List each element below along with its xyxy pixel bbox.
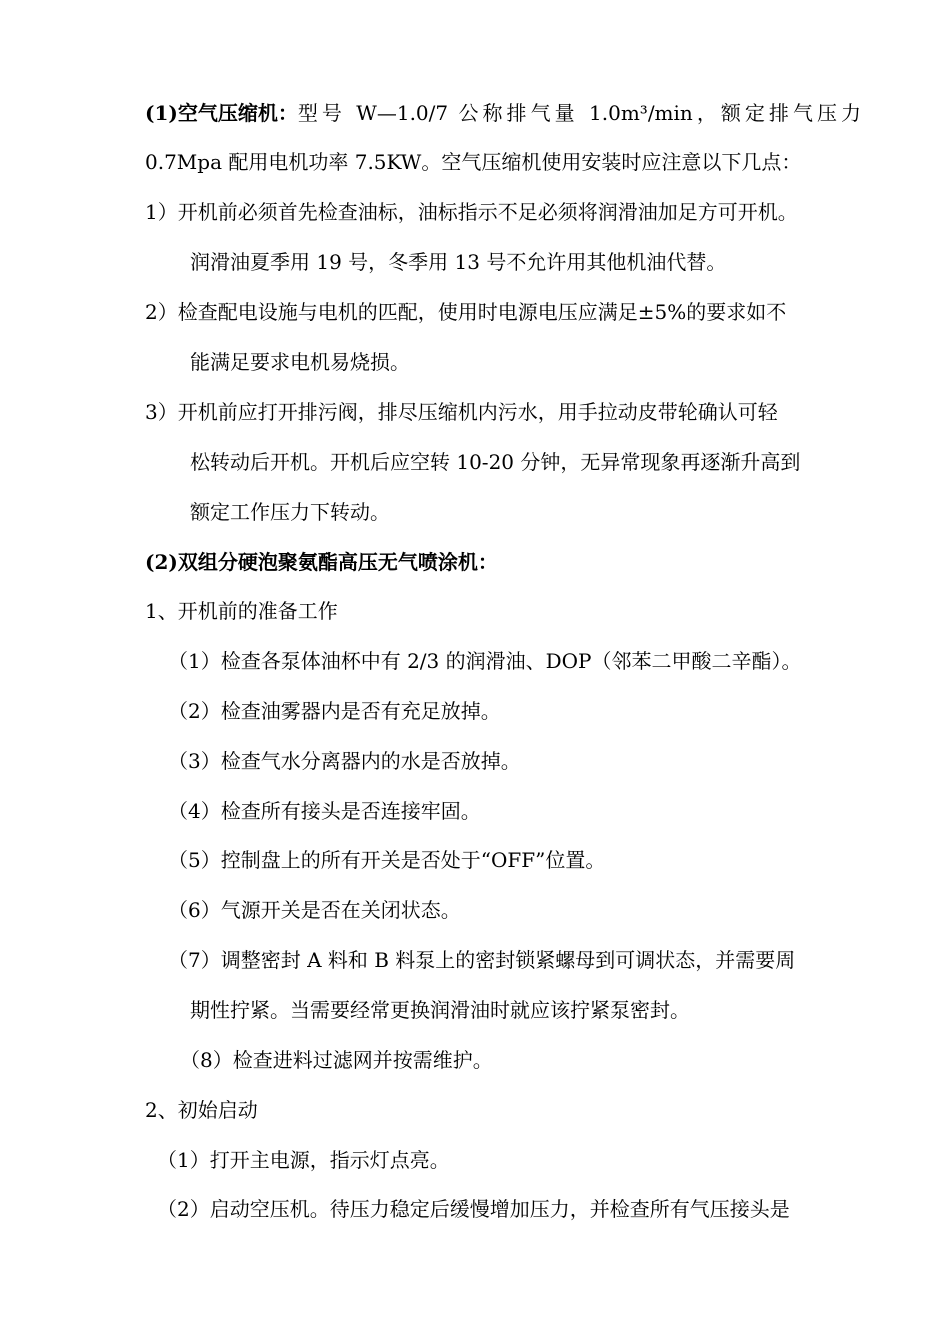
section2-sub1-item-2: （2）检查油雾器内是否有充足放掉。	[168, 699, 501, 723]
section1-item-1-cont: 润滑油夏季用 19 号，冬季用 13 号不允许用其他机油代替。	[190, 250, 727, 274]
section2-sub2-title: 2、初始启动	[145, 1098, 258, 1122]
section2-sub1-item-3: （3）检查气水分离器内的水是否放掉。	[168, 749, 521, 773]
section1-item-2-cont: 能满足要求电机易烧损。	[190, 350, 410, 374]
section2-sub1-title: 1、开机前的准备工作	[145, 599, 338, 623]
section2-sub1-item-7: （7）调整密封 A 料和 B 料泵上的密封锁紧螺母到可调状态，并需要周	[168, 948, 796, 972]
section2-sub2-item-2: （2）启动空压机。待压力稳定后缓慢增加压力，并检查所有气压接头是	[157, 1197, 790, 1221]
section1-item-2: 2）检查配电设施与电机的匹配，使用时电源电压应满足±5%的要求如不	[145, 300, 787, 324]
section2-sub1-item-5: （5）控制盘上的所有开关是否处于“OFF”位置。	[168, 848, 606, 872]
section2-sub1-item-1: （1）检查各泵体油杯中有 2/3 的润滑油、DOP（邻苯二甲酸二辛酯）。	[168, 649, 802, 673]
section1-item-3-cont2: 额定工作压力下转动。	[190, 500, 390, 524]
section1-spec-text: 型号 W—1.0/7 公称排气量 1.0m³/min，额定排气压力	[297, 101, 861, 125]
section1-item-3: 3）开机前应打开排污阀，排尽压缩机内污水，用手拉动皮带轮确认可轻	[145, 400, 778, 424]
section1-item-1: 1）开机前必须首先检查油标，油标指示不足必须将润滑油加足方可开机。	[145, 200, 798, 224]
section2-sub1-item-4: （4）检查所有接头是否连接牢固。	[168, 799, 481, 823]
section2-sub1-item-6: （6）气源开关是否在关闭状态。	[168, 898, 461, 922]
section1-heading: (1)空气压缩机：	[145, 101, 298, 125]
section1-item-3-cont: 松转动后开机。开机后应空转 10-20 分钟，无异常现象再逐渐升高到	[190, 450, 801, 474]
section1-first-line	[145, 99, 861, 127]
section2-heading: (2)双组分硬泡聚氨酯高压无气喷涂机：	[145, 550, 498, 574]
section2-sub2-item-1: （1）打开主电源，指示灯点亮。	[157, 1148, 450, 1172]
section1-spec-line2: 0.7Mpa 配用电机功率 7.5KW。空气压缩机使用安装时应注意以下几点：	[145, 150, 802, 174]
section2-sub1-item-8: （8）检查进料过滤网并按需维护。	[180, 1048, 493, 1072]
section2-sub1-item-7-cont: 期性拧紧。当需要经常更换润滑油时就应该拧紧泵密封。	[190, 998, 690, 1022]
